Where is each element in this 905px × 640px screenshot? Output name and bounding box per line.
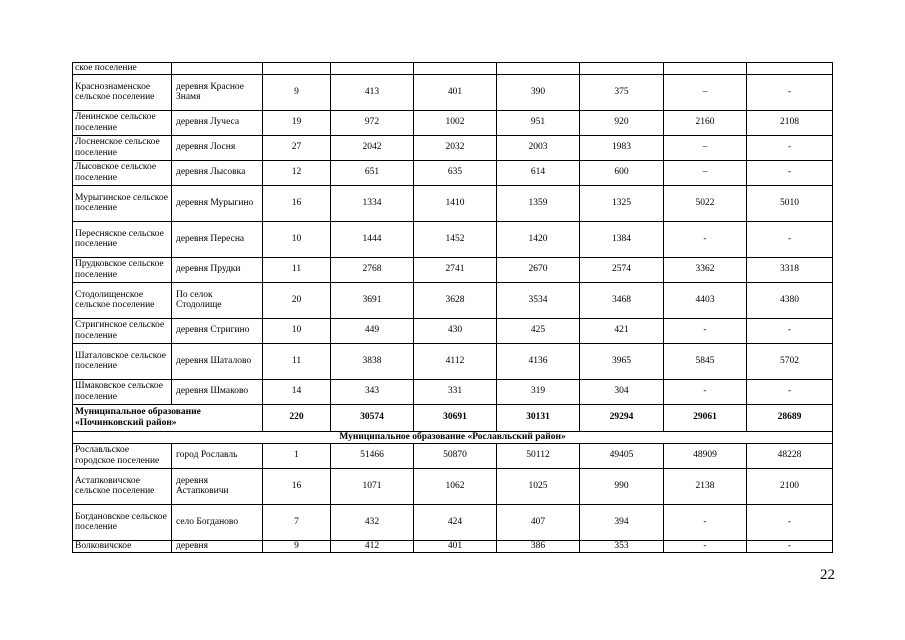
value-cell: 11 <box>263 343 331 379</box>
total-cell: 29061 <box>664 404 747 431</box>
value-cell: 424 <box>414 504 497 540</box>
table-row <box>73 318 833 343</box>
table-row <box>73 540 833 552</box>
value-cell: 386 <box>497 540 580 552</box>
value-cell: 2138 <box>664 468 747 504</box>
value-cell: 9 <box>263 74 331 110</box>
settlement-name-cell: Стодолищенское сельское поселение <box>73 282 172 318</box>
value-cell: - <box>664 540 747 552</box>
admin-center-cell: деревня Шаталово <box>172 343 263 379</box>
value-cell: - <box>747 221 833 257</box>
section-title: Муниципальное образование «Рославльский район» <box>73 431 833 443</box>
value-cell: 27 <box>263 135 331 160</box>
value-cell: 3965 <box>580 343 664 379</box>
value-cell: 2108 <box>747 110 833 135</box>
data-table-container <box>72 62 833 553</box>
settlement-name-cell: Богдановское сельское поселение <box>73 504 172 540</box>
table-row <box>73 343 833 379</box>
value-cell: 1420 <box>497 221 580 257</box>
value-cell: 2160 <box>664 110 747 135</box>
value-cell: 375 <box>580 74 664 110</box>
admin-center-cell: деревня Лучеса <box>172 110 263 135</box>
value-cell: 3468 <box>580 282 664 318</box>
value-cell: 20 <box>263 282 331 318</box>
value-cell: 51466 <box>331 443 414 468</box>
value-cell: 421 <box>580 318 664 343</box>
value-cell: 16 <box>263 185 331 221</box>
value-cell <box>747 63 833 75</box>
value-cell <box>664 63 747 75</box>
value-cell: 1 <box>263 443 331 468</box>
total-cell: 30131 <box>497 404 580 431</box>
value-cell: 4403 <box>664 282 747 318</box>
value-cell: 3691 <box>331 282 414 318</box>
value-cell <box>414 63 497 75</box>
value-cell: 10 <box>263 318 331 343</box>
value-cell: 50870 <box>414 443 497 468</box>
value-cell: 635 <box>414 160 497 185</box>
admin-center-cell: деревня Переснa <box>172 221 263 257</box>
admin-center-cell: деревня Мурыгино <box>172 185 263 221</box>
total-cell: 28689 <box>747 404 833 431</box>
total-cell: 29294 <box>580 404 664 431</box>
settlement-name-cell: Лысовское сельское поселение <box>73 160 172 185</box>
value-cell: 1983 <box>580 135 664 160</box>
admin-center-cell: деревня Красное Знамя <box>172 74 263 110</box>
value-cell <box>497 63 580 75</box>
table-body-bottom <box>73 443 833 552</box>
table-row <box>73 257 833 282</box>
value-cell: 4112 <box>414 343 497 379</box>
value-cell: 331 <box>414 379 497 404</box>
total-row <box>73 404 833 431</box>
table-row <box>73 282 833 318</box>
settlement-name-cell: Стригинское сельское поселение <box>73 318 172 343</box>
value-cell: 413 <box>331 74 414 110</box>
value-cell: 1071 <box>331 468 414 504</box>
value-cell: 2032 <box>414 135 497 160</box>
value-cell: 3318 <box>747 257 833 282</box>
value-cell: 1025 <box>497 468 580 504</box>
table-row <box>73 110 833 135</box>
total-cell: 30691 <box>414 404 497 431</box>
table-row <box>73 379 833 404</box>
value-cell: 50112 <box>497 443 580 468</box>
value-cell: 1334 <box>331 185 414 221</box>
table-row <box>73 504 833 540</box>
page-number: 22 <box>820 567 835 583</box>
value-cell: 412 <box>331 540 414 552</box>
table-row <box>73 63 833 75</box>
value-cell: 3534 <box>497 282 580 318</box>
value-cell: - <box>747 318 833 343</box>
value-cell: 49405 <box>580 443 664 468</box>
value-cell: 5702 <box>747 343 833 379</box>
value-cell: 1062 <box>414 468 497 504</box>
value-cell: 1452 <box>414 221 497 257</box>
value-cell: 600 <box>580 160 664 185</box>
value-cell: 1444 <box>331 221 414 257</box>
value-cell: 407 <box>497 504 580 540</box>
value-cell: 401 <box>414 74 497 110</box>
table-row <box>73 185 833 221</box>
value-cell: - <box>664 504 747 540</box>
value-cell: 2003 <box>497 135 580 160</box>
value-cell: 9 <box>263 540 331 552</box>
settlement-name-cell: Шаталовское сельское поселение <box>73 343 172 379</box>
value-cell: 390 <box>497 74 580 110</box>
total-cell: 30574 <box>331 404 414 431</box>
settlement-name-cell: Шмаковское сельское поселение <box>73 379 172 404</box>
value-cell: 651 <box>331 160 414 185</box>
value-cell: 304 <box>580 379 664 404</box>
table-row <box>73 468 833 504</box>
value-cell: - <box>747 379 833 404</box>
admin-center-cell: деревня <box>172 540 263 552</box>
table-row <box>73 135 833 160</box>
value-cell: 10 <box>263 221 331 257</box>
value-cell: 972 <box>331 110 414 135</box>
settlement-name-cell: Астапковичское сельское поселение <box>73 468 172 504</box>
settlement-name-cell: Ленинское сельское поселение <box>73 110 172 135</box>
value-cell: - <box>747 135 833 160</box>
table-total-section <box>73 404 833 443</box>
value-cell: 1325 <box>580 185 664 221</box>
value-cell: 1410 <box>414 185 497 221</box>
value-cell: 920 <box>580 110 664 135</box>
value-cell: – <box>664 135 747 160</box>
settlement-name-cell: Рославльское городское поселение <box>73 443 172 468</box>
value-cell: 401 <box>414 540 497 552</box>
admin-center-cell: город Рославль <box>172 443 263 468</box>
table-row <box>73 221 833 257</box>
admin-center-cell: деревня Астапковичи <box>172 468 263 504</box>
value-cell: 430 <box>414 318 497 343</box>
value-cell: 48909 <box>664 443 747 468</box>
value-cell: 449 <box>331 318 414 343</box>
table-row <box>73 160 833 185</box>
value-cell: - <box>664 318 747 343</box>
value-cell: 2574 <box>580 257 664 282</box>
value-cell: 5845 <box>664 343 747 379</box>
value-cell: 7 <box>263 504 331 540</box>
value-cell: – <box>664 74 747 110</box>
value-cell: 5010 <box>747 185 833 221</box>
value-cell: 1002 <box>414 110 497 135</box>
value-cell <box>331 63 414 75</box>
table-row <box>73 74 833 110</box>
admin-center-cell: деревня Лосня <box>172 135 263 160</box>
value-cell: 2741 <box>414 257 497 282</box>
table-body-top <box>73 63 833 405</box>
admin-center-cell: По селок Стодолище <box>172 282 263 318</box>
value-cell: 343 <box>331 379 414 404</box>
value-cell: 432 <box>331 504 414 540</box>
value-cell: - <box>664 379 747 404</box>
value-cell: 3362 <box>664 257 747 282</box>
value-cell: 3628 <box>414 282 497 318</box>
admin-center-cell: деревня Прудки <box>172 257 263 282</box>
settlement-name-cell: Мурыгинское сельское поселение <box>73 185 172 221</box>
value-cell: 2100 <box>747 468 833 504</box>
table-row <box>73 443 833 468</box>
value-cell: 990 <box>580 468 664 504</box>
value-cell: - <box>747 540 833 552</box>
value-cell: 14 <box>263 379 331 404</box>
value-cell: 353 <box>580 540 664 552</box>
settlement-name-cell: Прудковское сельское поселение <box>73 257 172 282</box>
admin-center-cell <box>172 63 263 75</box>
value-cell: - <box>747 74 833 110</box>
value-cell: - <box>664 221 747 257</box>
value-cell: – <box>664 160 747 185</box>
value-cell: 4380 <box>747 282 833 318</box>
settlement-name-cell: ское поселение <box>73 63 172 75</box>
value-cell: 2768 <box>331 257 414 282</box>
admin-center-cell: село Богданово <box>172 504 263 540</box>
value-cell: 48228 <box>747 443 833 468</box>
value-cell: 16 <box>263 468 331 504</box>
value-cell: 951 <box>497 110 580 135</box>
value-cell: 319 <box>497 379 580 404</box>
settlement-name-cell: Лосненское сельское поселение <box>73 135 172 160</box>
value-cell: - <box>747 160 833 185</box>
section-header-row <box>73 431 833 443</box>
settlement-name-cell: Пересняское сельское поселение <box>73 221 172 257</box>
value-cell: 1359 <box>497 185 580 221</box>
value-cell: 19 <box>263 110 331 135</box>
total-label: Муниципальное образование «Починковский район» <box>73 404 263 431</box>
admin-center-cell: деревня Лысовка <box>172 160 263 185</box>
value-cell <box>263 63 331 75</box>
value-cell: 614 <box>497 160 580 185</box>
value-cell: 12 <box>263 160 331 185</box>
value-cell: 425 <box>497 318 580 343</box>
admin-center-cell: деревня Шмаково <box>172 379 263 404</box>
value-cell: 11 <box>263 257 331 282</box>
value-cell: 1384 <box>580 221 664 257</box>
value-cell: 3838 <box>331 343 414 379</box>
settlement-name-cell: Краснознаменское сельское поселение <box>73 74 172 110</box>
value-cell: 4136 <box>497 343 580 379</box>
total-cell: 220 <box>263 404 331 431</box>
settlement-population-table <box>72 62 833 553</box>
admin-center-cell: деревня Стригино <box>172 318 263 343</box>
value-cell <box>580 63 664 75</box>
value-cell: 2042 <box>331 135 414 160</box>
settlement-name-cell: Волковичское <box>73 540 172 552</box>
value-cell: 394 <box>580 504 664 540</box>
value-cell: - <box>747 504 833 540</box>
value-cell: 2670 <box>497 257 580 282</box>
value-cell: 5022 <box>664 185 747 221</box>
